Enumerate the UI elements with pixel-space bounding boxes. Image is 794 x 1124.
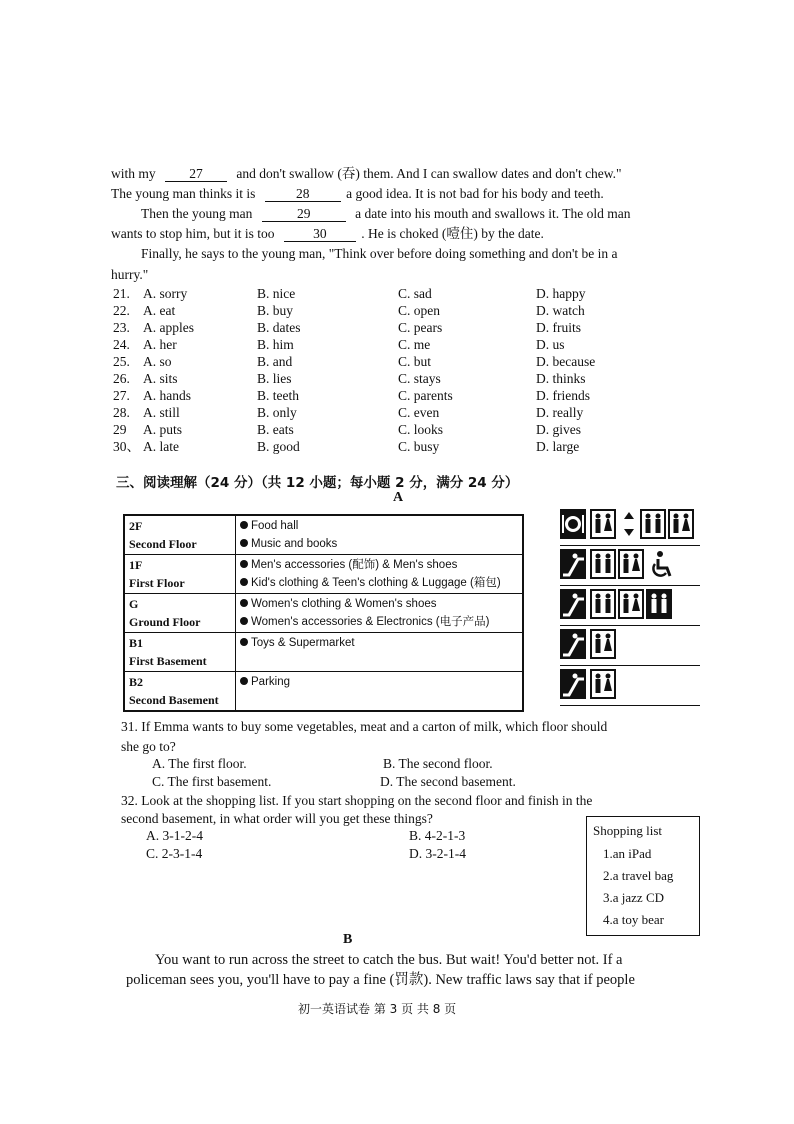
question-number: 23. [113,320,130,335]
option-b: B. lies [257,371,292,386]
option-a: A. sits [143,371,178,386]
blank-30: 30 [284,226,356,242]
question-32-option-d: D. 3-2-1-4 [409,846,466,861]
list-item [240,517,518,535]
restroom-icon [590,589,616,619]
restroom-icon [590,669,616,699]
option-row-30 [113,438,673,455]
list-item [240,595,518,613]
list-item [240,673,518,691]
question-32-stem: 32. Look at the shopping list. If you start shopping on the second floor and finish in the [121,793,593,808]
table-row [124,594,523,633]
question-32-option-c: C. 2-3-1-4 [146,846,203,861]
items-cell [236,555,524,594]
option-a: A. so [143,354,172,369]
escalator-icon [560,669,586,699]
bullet-icon [240,560,248,568]
question-number: 24. [113,337,130,352]
question-number: 30、 [113,439,140,454]
escalator-icon [560,589,586,619]
text: and don't swallow (吞) them. And I can swallow dates and don't chew." [236,166,622,181]
question-number: 21. [113,286,130,301]
text: with my [111,166,156,181]
passage-line-5: Finally, he says to the young man, "Think over before doing something and don't be in a [141,246,618,261]
items-cell [236,515,524,555]
option-d: D. large [536,439,580,454]
option-row-21 [113,285,673,302]
page-footer: 初一英语试卷 第 3 页 共 8 页 [298,1002,457,1016]
question-number: 25. [113,354,130,369]
elevator-icon [622,509,636,539]
table-row [124,672,523,712]
option-a: A. her [143,337,177,352]
icon-row-b1 [560,629,700,663]
question-31-option-d: D. The second basement. [380,774,516,789]
item-text: Toys & Supermarket [251,637,355,649]
floor-code: G [129,597,139,611]
floor-code: 2F [129,519,143,533]
passage-line-2 [111,185,604,203]
restroom-icon [668,509,694,539]
text: Then the young man [141,206,253,221]
option-b: B. teeth [257,388,299,403]
option-d: D. because [536,354,596,369]
list-item [240,613,518,631]
text: a date into his mouth and swallows it. The old man [355,206,631,221]
blank-29: 29 [262,206,346,222]
option-c: C. open [398,303,440,318]
facility-icons-panel [560,507,700,707]
passage-line-6: hurry." [111,267,149,282]
question-number: 26. [113,371,130,386]
option-a: A. still [143,405,180,420]
restroom-icon [590,629,616,659]
items-cell [236,633,524,672]
restroom-icon [618,549,644,579]
text: The young man thinks it is [111,186,256,201]
question-number: 22. [113,303,130,318]
item-text: Music and books [251,538,338,550]
option-a: A. hands [143,388,191,403]
question-number: 29 [113,422,127,437]
list-item: 2.a travel bag [603,868,674,883]
floor-code: B2 [129,675,144,689]
option-c: C. looks [398,422,444,437]
floor-cell [124,515,236,555]
list-item: 3.a jazz CD [603,890,665,905]
icon-row-2f [560,509,700,543]
option-c: C. pears [398,320,443,335]
items-cell [236,672,524,712]
icon-row-g [560,589,700,623]
blank-27: 27 [165,166,227,182]
blank-28: 28 [265,186,341,202]
question-31-option-b: B. The second floor. [383,756,493,771]
option-d: D. watch [536,303,585,318]
floor-code: 1F [129,558,143,572]
question-32-option-b: B. 4-2-1-3 [409,828,466,843]
text: a good idea. It is not bad for his body and teeth. [346,186,604,201]
question-number: 27. [113,388,130,403]
option-row-29 [113,421,673,438]
item-text: Parking [251,676,290,688]
passage-line-1 [111,165,622,183]
shopping-list-box [586,816,700,936]
floor-name: Second Floor [129,537,197,551]
question-31-stem: 31. If Emma wants to buy some vegetables, meat and a carton of milk, which floor should [121,719,608,734]
option-a: A. sorry [143,286,188,301]
wheelchair-icon [648,549,674,579]
floor-cell [124,555,236,594]
list-item [240,574,518,592]
option-d: D. happy [536,286,586,301]
text: . He is choked (噎住) by the date. [361,226,544,241]
question-31-stem-cont: she go to? [121,739,176,754]
item-text: Women's accessories & Electronics (电子产品) [251,616,490,628]
option-b: B. eats [257,422,294,437]
option-a: A. late [143,439,179,454]
option-b: B. good [257,439,300,454]
shopping-list-title: Shopping list [593,823,662,838]
list-item [240,535,518,553]
floor-cell [124,633,236,672]
restroom-icon [590,509,616,539]
option-c: C. me [398,337,431,352]
floor-code: B1 [129,636,144,650]
bullet-icon [240,539,248,547]
item-text: Women's clothing & Women's shoes [251,598,437,610]
option-row-22 [113,302,673,319]
text: wants to stop him, but it is too [111,226,275,241]
icon-row-1f [560,549,700,583]
option-row-28 [113,404,673,421]
passage-b-label: B [343,932,353,947]
escalator-icon [560,549,586,579]
passage-a-label: A [393,490,404,505]
option-b: B. him [257,337,294,352]
table-row [124,515,523,555]
question-31-option-c: C. The first basement. [152,774,272,789]
option-row-24 [113,336,673,353]
floor-name: First Basement [129,654,207,668]
list-item: 1.an iPad [603,846,652,861]
restroom-icon [590,549,616,579]
option-b: B. buy [257,303,294,318]
option-d: D. thinks [536,371,586,386]
list-item [240,556,518,574]
floor-name: Ground Floor [129,615,201,629]
passage-line-3 [141,205,630,223]
option-row-27 [113,387,673,404]
bullet-icon [240,521,248,529]
restroom-icon [618,589,644,619]
item-text: Kid's clothing & Teen's clothing & Luggage (箱包) [251,577,501,589]
option-d: D. us [536,337,565,352]
floor-cell [124,672,236,712]
option-c: C. sad [398,286,432,301]
option-c: C. but [398,354,432,369]
option-c: C. parents [398,388,453,403]
dining-icon [560,509,586,539]
option-d: D. friends [536,388,590,403]
restroom-icon [646,589,672,619]
option-b: B. dates [257,320,301,335]
option-row-25 [113,353,673,370]
option-d: D. fruits [536,320,581,335]
option-row-26 [113,370,673,387]
question-number: 28. [113,405,130,420]
table-row [124,633,523,672]
section-title: 三、阅读理解（24 分）（共 12 小题；每小题 2 分，满分 24 分） [116,475,519,491]
item-text: Men's accessories (配饰) & Men's shoes [251,559,458,571]
floor-directory-table [123,514,524,712]
option-d: D. gives [536,422,581,437]
item-text: Food hall [251,520,299,532]
option-c: C. busy [398,439,440,454]
icon-row-b2 [560,669,700,703]
option-b: B. only [257,405,297,420]
option-b: B. and [257,354,293,369]
option-a: A. puts [143,422,183,437]
passage-b-line-1: You want to run across the street to catch the bus. But wait! You'd better not. If a [155,952,623,968]
bullet-icon [240,578,248,586]
floor-name: Second Basement [129,693,219,707]
option-c: C. stays [398,371,441,386]
escalator-icon [560,629,586,659]
option-d: D. really [536,405,584,420]
bullet-icon [240,677,248,685]
passage-b-line-2: policeman sees you, you'll have to pay a fine (罚款). New traffic laws say that if people [126,972,635,988]
option-c: C. even [398,405,440,420]
floor-name: First Floor [129,576,185,590]
list-item [240,634,518,652]
question-32-option-a: A. 3-1-2-4 [146,828,203,843]
list-item: 4.a toy bear [603,912,665,927]
option-a: A. apples [143,320,194,335]
option-b: B. nice [257,286,296,301]
restroom-icon [640,509,666,539]
option-a: A. eat [143,303,176,318]
floor-cell [124,594,236,633]
bullet-icon [240,599,248,607]
question-31-option-a: A. The first floor. [152,756,247,771]
passage-line-4 [111,225,544,243]
option-row-23 [113,319,673,336]
bullet-icon [240,617,248,625]
question-32-stem-cont: second basement, in what order will you get these things? [121,811,433,826]
bullet-icon [240,638,248,646]
items-cell [236,594,524,633]
table-row [124,555,523,594]
